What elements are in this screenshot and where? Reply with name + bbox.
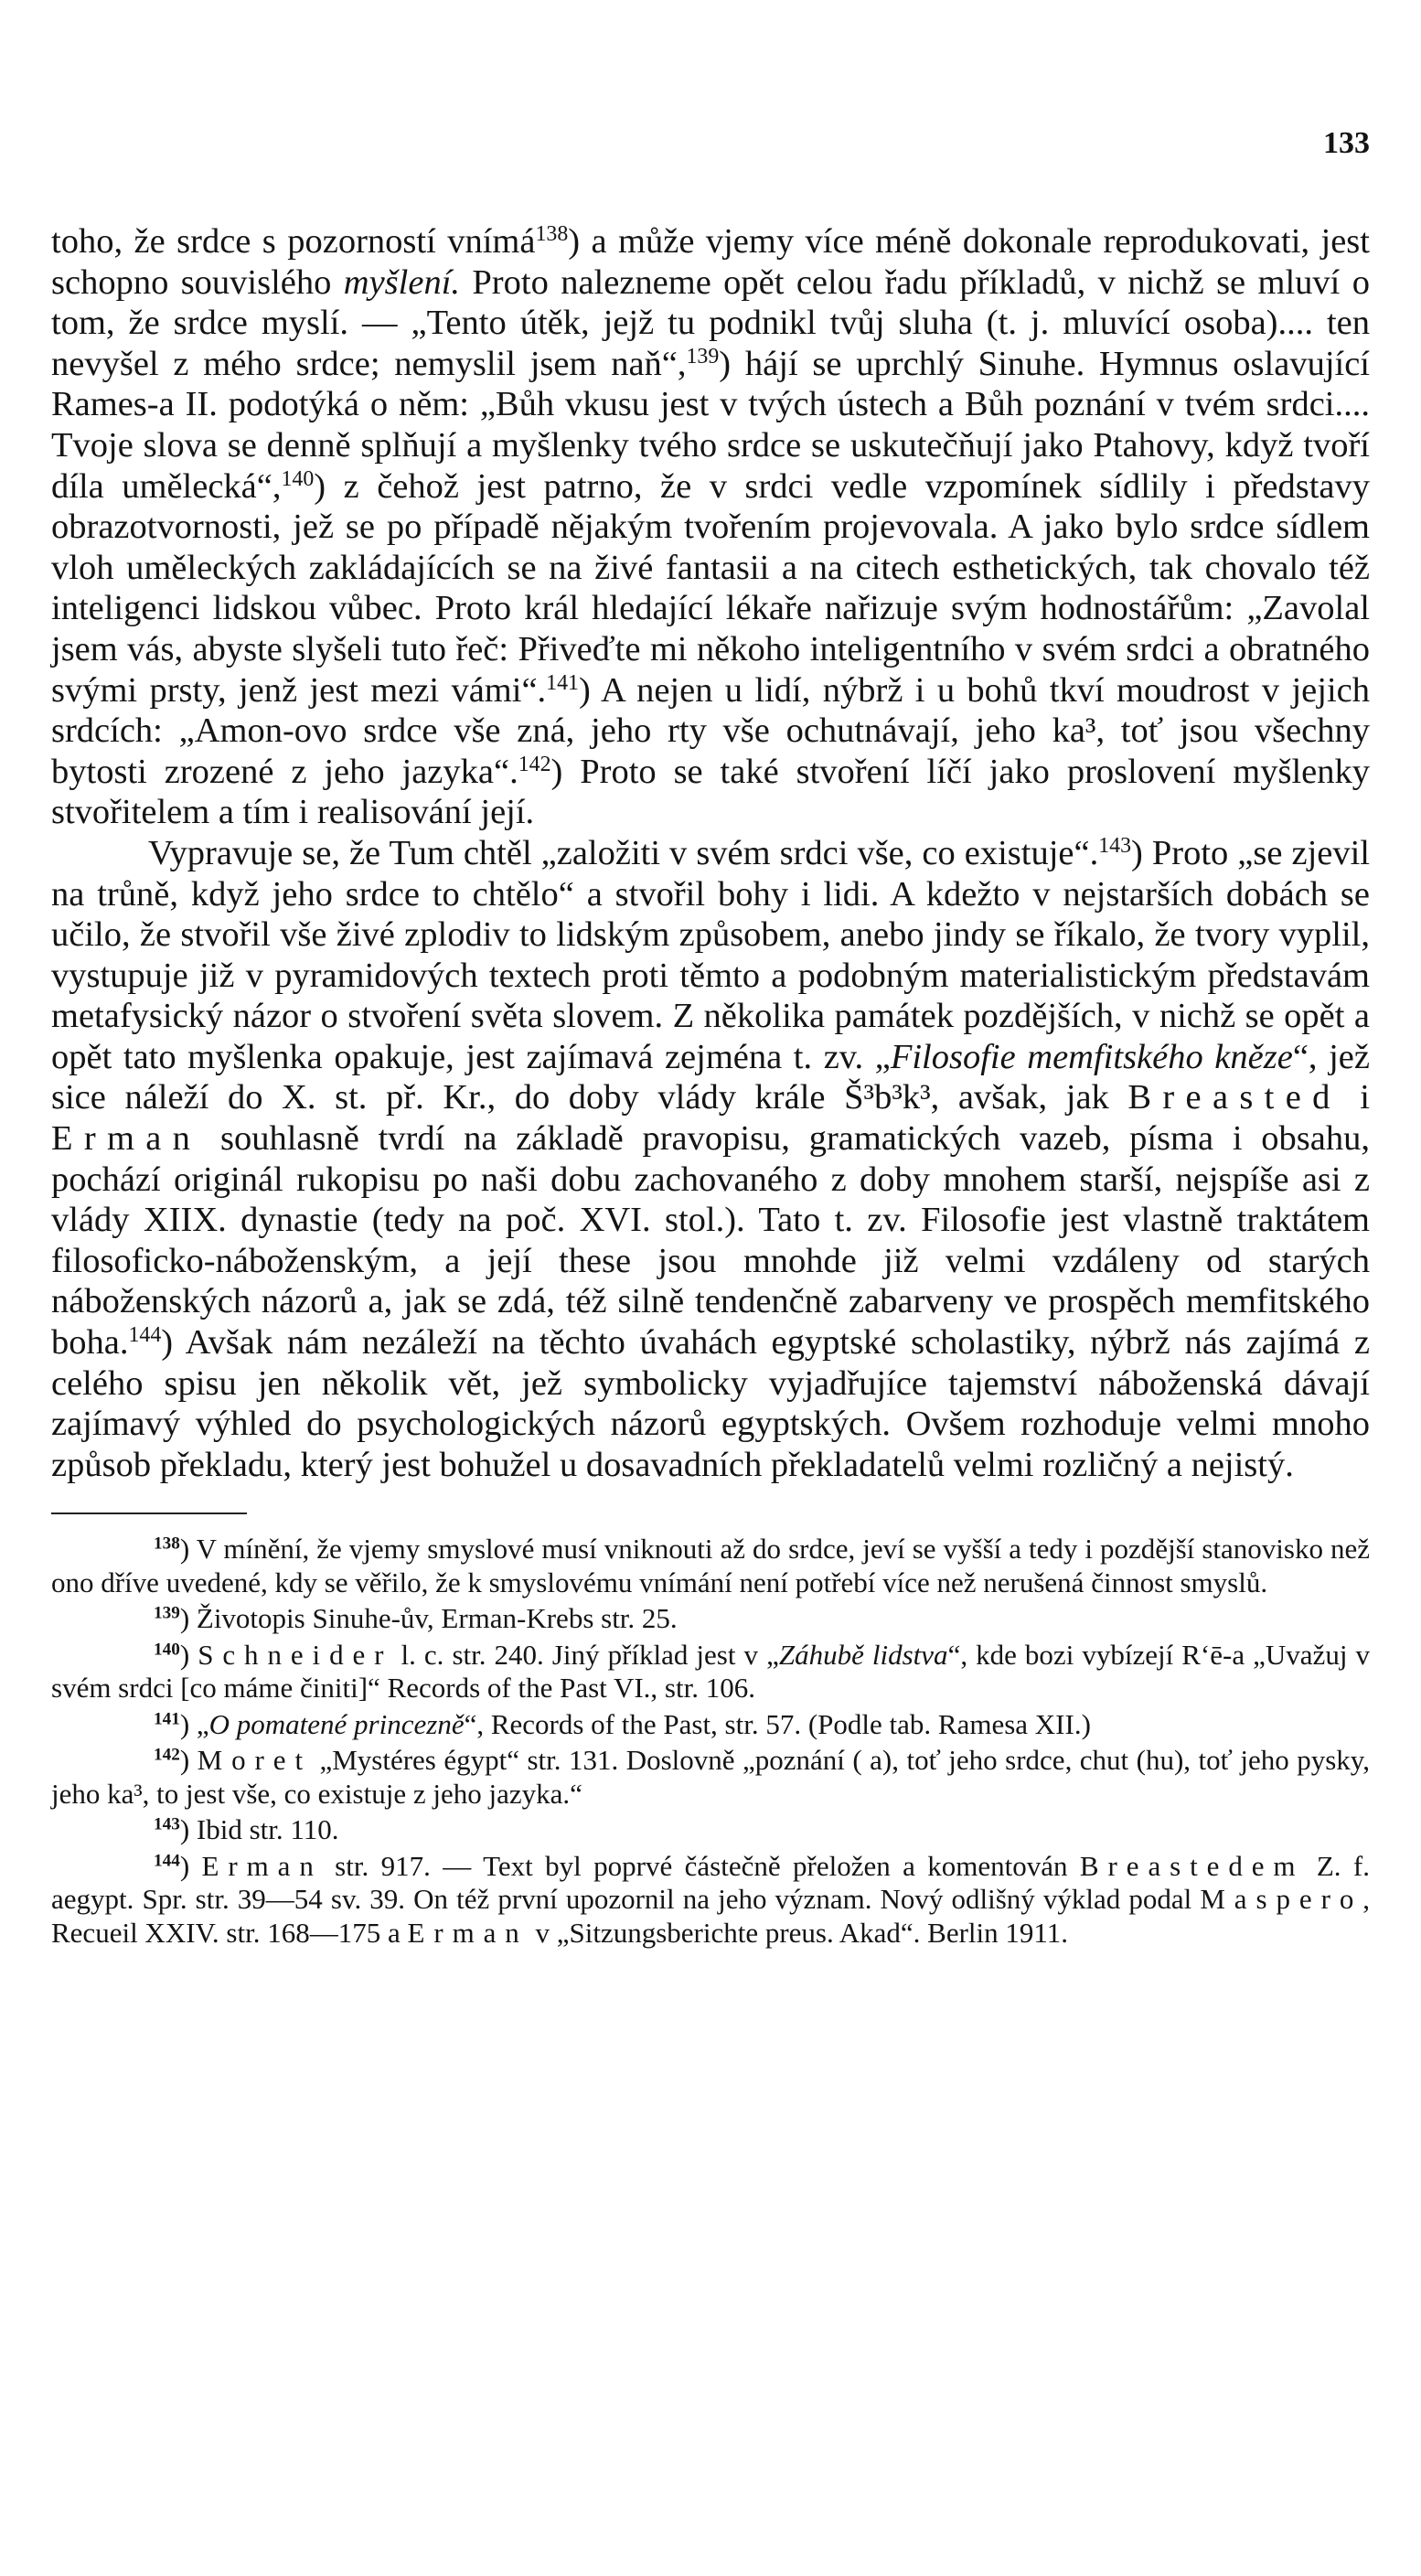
text-run: Proto nalezneme opět celou řadu příkladů, v nichž se mluví o tom, že srdce myslí. — „Tento útěk, jejž tu podnikl tvůj sluha (t. j. mluvící osoba).... ten nevyšel z mého srdce; nemyslil jsem naň“, <box>51 262 1370 383</box>
spaced-name: Breastedem <box>1079 1849 1305 1882</box>
text-run: ) „ <box>179 1707 209 1740</box>
text-run: ) Proto „se zjevil na trůně, když jeho srdce to chtělo“ a stvořil bohy i lidi. A kdežto v nejstarších dobách se učilo, že stvořil vše živé zplodiv to lidským způsobem, anebo jindy se říkalo, že tvory vyplil, vystupuje již v pyramidových textech proti těmto a podobným materialistickým představám metafysický názor o stvoření světa slovem. Z několika památek pozdějších, v nichž se opět a opět tato myšlenka opakuje, jest zajímavá zejména t. zv. „ <box>51 833 1370 1076</box>
text-run: ) V mínění, že vjemy smyslové musí vniknouti až do srdce, jeví se vyšší a tedy i pozdější stanovisko než ono dříve uvedené, kdy se věřilo, že k smyslovému vnímání není potřebí více než nerušená činnost smyslů. <box>51 1533 1370 1598</box>
footnote-number: 139 <box>154 1603 180 1623</box>
footnote-separator <box>51 1512 247 1514</box>
footnote-143 <box>51 1813 1370 1847</box>
page-number: 133 <box>1323 126 1370 160</box>
footnote-number: 138 <box>154 1534 180 1554</box>
footnote-reference: 142 <box>518 752 551 776</box>
text-run: toho, že srdce s pozorností vnímá <box>51 222 536 261</box>
footnote-number: 142 <box>154 1745 180 1765</box>
footnote-reference: 139 <box>686 344 720 369</box>
text-run: ) <box>179 1849 202 1882</box>
main-text <box>51 221 1370 1485</box>
footnote-number: 140 <box>154 1640 180 1660</box>
text-run: ) A nejen u lidí, nýbrž i u bohů tkví moudrost v jejich srdcích: „Amon-ovo srdce vše zná, jeho rty vše ochutnávají, jeho ka³, toť jsou všechny bytosti zrozené z jeho jazyka“. <box>51 670 1370 791</box>
spaced-name: Erman <box>51 1119 202 1159</box>
italic-text: Záhubě lidstva <box>778 1638 948 1671</box>
text-run: i <box>1341 1078 1370 1117</box>
footnote-141 <box>51 1708 1370 1742</box>
text-run: ) Ibid str. 110. <box>179 1813 339 1846</box>
text-run: “, Records of the Past, str. 57. (Podle tab. Ramesa XII.) <box>464 1707 1091 1740</box>
text-run: ) <box>179 1638 198 1671</box>
italic-text: myšlení. <box>343 262 461 302</box>
text-run: souhlasně tvrdí na základě pravopisu, gramatických vazeb, písma i obsahu, pochází originál rukopisu po naši dobu zachovaného z doby mnohem starší, nejspíše asi z vlády XIIX. dynastie (tedy na poč. XVI. stol.). Tato t. zv. Filosofie jest vlastně traktátem filosoficko-náboženským, a její these jsou mnohde již velmi vzdáleny od starých náboženských názorů a, jak se zdá, též silně tendenčně zabarveny ve prospěch memfitského boha. <box>51 1119 1370 1363</box>
text-run: Z. f. aegypt. Spr. str. 39—54 sv. 39. On též první upozornil na jeho význam. Nový odlišný výklad podal <box>51 1849 1371 1916</box>
italic-text: O pomatené princezně <box>208 1707 465 1740</box>
footnote-reference: 141 <box>546 670 579 695</box>
footnote-reference: 143 <box>1098 833 1132 858</box>
text-run: “, jež sice náleží do X. st. př. Kr., do doby vlády krále Š³b³k³, avšak, jak <box>51 1037 1370 1117</box>
footnote-reference: 138 <box>535 221 569 246</box>
spaced-name: Erman <box>201 1849 323 1882</box>
text-run: v „Sitzungsberichte preus. Akad“. Berlin 1911. <box>528 1916 1069 1949</box>
footnote-reference: 140 <box>281 466 315 491</box>
footnote-number: 143 <box>154 1814 180 1834</box>
text-run: “, kde bozi vybízejí R‘ē-a „Uvažuj v svém srdci [co máme činiti]“ Records of the Past VI., str. 106. <box>51 1638 1370 1705</box>
spaced-name: Maspero <box>1200 1883 1363 1916</box>
text-run: ) Životopis Sinuhe-ův, Erman-Krebs str. 25. <box>179 1602 678 1635</box>
spaced-name: Erman <box>407 1916 529 1949</box>
footnote-144 <box>51 1850 1370 1951</box>
paragraph-2 <box>51 833 1370 1486</box>
footnotes <box>51 1533 1370 1950</box>
footnote-142 <box>51 1744 1370 1811</box>
text-run: ) <box>179 1744 198 1777</box>
spaced-name: Moret <box>197 1744 312 1777</box>
text-run: ) z čehož jest patrno, že v srdci vedle vzpomínek sídlily i představy obrazotvornosti, jež se po případě nějakým tvořením projevovala. A jako bylo srdce sídlem vloh uměleckých zakládajících se na živé fantasii a na citech esthetických, tak chovalo též inteligenci lidskou vůbec. Proto král hledající lékaře nařizuje svým hodnostářům: „Zavolal jsem vás, abyste slyšeli tuto řeč: Přiveďte mi někoho inteligentního v svém srdci a obratného svými prsty, jenž jest mezi vámi“. <box>51 466 1370 710</box>
text-run: ) Proto se také stvoření líčí jako proslovení myšlenky stvořitelem a tím i realisování její. <box>51 752 1370 832</box>
text-run: , Recueil XXIV. str. 168—175 a <box>51 1883 1370 1949</box>
text-run: ) Avšak nám nezáleží na těchto úvahách egyptské scholastiky, nýbrž nás zajímá z celého spisu jen několik vět, jež symbolicky vyjadřujíce tajemství náboženská dávají zajímavý výhled do psychologických názorů egyptských. Ovšem rozhoduje velmi mnoho způsob překladu, který jest bohužel u dosavadních překladatelů velmi rozličný a nejistý. <box>51 1323 1370 1484</box>
footnote-138 <box>51 1533 1370 1599</box>
footnote-reference: 144 <box>128 1322 162 1347</box>
footnote-139 <box>51 1602 1370 1636</box>
paragraph-1 <box>51 221 1370 833</box>
text-run: Vypravuje se, že Tum chtěl „založiti v svém srdci vše, co existuje“. <box>148 833 1099 872</box>
text-run: l. c. str. 240. Jiný příklad jest v „ <box>392 1638 779 1671</box>
footnote-number: 144 <box>154 1851 180 1871</box>
footnote-number: 141 <box>154 1709 180 1729</box>
footnote-140 <box>51 1639 1370 1705</box>
spaced-name: Schneider <box>198 1638 393 1671</box>
text-run: str. 917. — Text byl poprvé částečně přeložen a komentován <box>322 1849 1080 1882</box>
text-run: „Mystéres égypt“ str. 131. Doslovně „poznání ( a), toť jeho srdce, chut (hu), toť jeho pysky, jeho ka³, to jest vše, co existuje z jeho jazyka.“ <box>51 1744 1370 1810</box>
text-run: ) hájí se uprchlý Sinuhe. Hymnus oslavující Rames-a II. podotýká o něm: „Bůh vkusu jest v tvých ústech a Bůh poznání v tvém srdci.... Tvoje slova se denně splňují a myšlenky tvého srdce se uskutečňují jako Ptahovy, když tvoří díla umělecká“, <box>51 344 1370 506</box>
italic-text: Filosofie memfitského kněze <box>890 1037 1293 1076</box>
text-run: ) a může vjemy více méně dokonale reprodukovati, jest schopno souvislého <box>51 222 1370 302</box>
spaced-name: Breasted <box>1127 1078 1341 1117</box>
